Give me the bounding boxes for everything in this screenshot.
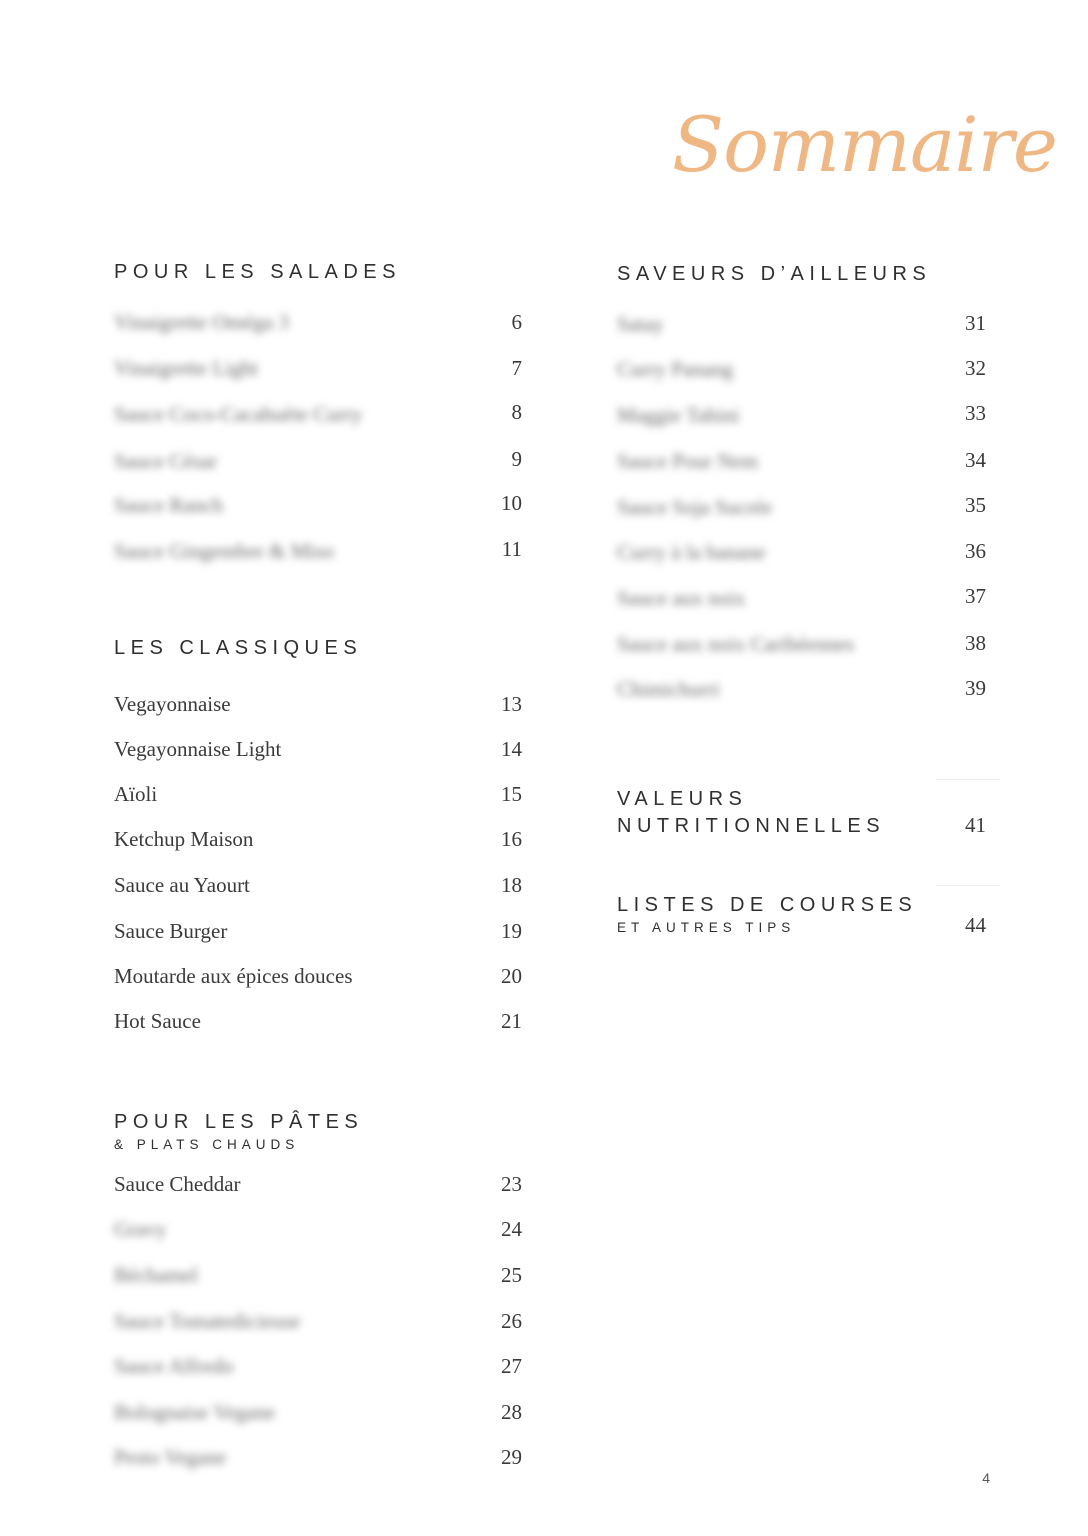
- toc-entry-page: 39: [965, 676, 986, 700]
- section-heading-valeurs-line2: NUTRITIONNELLES: [617, 815, 886, 837]
- toc-entry-page: 28: [501, 1400, 522, 1424]
- divider: [936, 885, 1000, 886]
- toc-entry-label[interactable]: Maggie Tahini: [617, 403, 740, 427]
- toc-entry-page: 10: [501, 491, 522, 515]
- page-number: 4: [982, 1470, 990, 1486]
- section-subheading-pates: & PLATS CHAUDS: [114, 1137, 300, 1152]
- toc-entry-label[interactable]: Aïoli: [114, 782, 158, 806]
- toc-entry-label[interactable]: Sauce aux noix: [617, 586, 746, 610]
- toc-entry-page: 18: [501, 873, 522, 897]
- toc-entry-label[interactable]: Ketchup Maison: [114, 827, 254, 851]
- divider: [936, 779, 1000, 780]
- toc-entry-label[interactable]: Sauce Cheddar: [114, 1172, 241, 1196]
- toc-entry-page: 34: [965, 448, 986, 472]
- toc-entry-label[interactable]: Sauce Coco-Cacahuète Curry: [114, 402, 363, 426]
- toc-entry-page: 44: [965, 913, 986, 937]
- toc-entry-page: 41: [965, 813, 986, 837]
- toc-entry-page: 33: [965, 401, 986, 425]
- toc-entry-page: 20: [501, 964, 522, 988]
- toc-entry-label[interactable]: Sauce Pour Nem: [617, 449, 759, 473]
- toc-entry-page: 29: [501, 1445, 522, 1469]
- toc-entry-page: 36: [965, 539, 986, 563]
- toc-entry-page: 9: [511, 447, 522, 471]
- toc-entry-label[interactable]: Sauce Gingembre & Miso: [114, 539, 334, 563]
- toc-entry-page: 11: [501, 537, 522, 561]
- toc-entry-page: 27: [501, 1354, 522, 1378]
- page-title: Sommaire: [672, 100, 1057, 189]
- toc-entry-label[interactable]: Pesto Vegane: [114, 1445, 227, 1469]
- toc-entry-label[interactable]: Moutarde aux épices douces: [114, 964, 353, 988]
- toc-entry-page: 7: [511, 356, 522, 380]
- toc-entry-label[interactable]: Sauce César: [114, 449, 218, 473]
- toc-entry-label[interactable]: Vinaigrette Light: [114, 356, 258, 380]
- toc-entry-label[interactable]: Sauce au Yaourt: [114, 873, 250, 897]
- section-heading-salades: POUR LES SALADES: [114, 261, 401, 283]
- toc-entry-page: 19: [501, 919, 522, 943]
- toc-entry-page: 14: [501, 737, 522, 761]
- section-heading-listes: LISTES DE COURSES: [617, 894, 918, 916]
- toc-entry-label[interactable]: Curry à la banane: [617, 540, 766, 564]
- toc-entry-page: 35: [965, 493, 986, 517]
- toc-entry-label[interactable]: Sauce Ranch: [114, 493, 224, 517]
- toc-entry-label[interactable]: Sauce Burger: [114, 919, 228, 943]
- toc-entry-page: 16: [501, 827, 522, 851]
- toc-entry-label[interactable]: Sauce Soja Sucrée: [617, 495, 773, 519]
- toc-entry-label[interactable]: Curry Panang: [617, 357, 734, 381]
- toc-entry-page: 8: [511, 400, 522, 424]
- toc-entry-page: 24: [501, 1217, 522, 1241]
- toc-entry-page: 26: [501, 1309, 522, 1333]
- toc-entry-page: 25: [501, 1263, 522, 1287]
- toc-entry-page: 32: [965, 356, 986, 380]
- toc-entry-label[interactable]: Sauce aux noix Caribéennes: [617, 632, 855, 656]
- toc-entry-label[interactable]: Sauce Tomatedicieuse: [114, 1309, 301, 1333]
- toc-entry-page: 31: [965, 311, 986, 335]
- toc-entry-label[interactable]: Vegayonnaise Light: [114, 737, 282, 761]
- section-heading-classiques: LES CLASSIQUES: [114, 637, 363, 659]
- toc-entry-page: 6: [511, 310, 522, 334]
- section-heading-valeurs-line1: VALEURS: [617, 788, 748, 810]
- toc-entry-label[interactable]: Vinaigrette Oméga 3: [114, 310, 289, 334]
- toc-entry-label[interactable]: Sauce Alfredo: [114, 1354, 234, 1378]
- section-subheading-listes: ET AUTRES TIPS: [617, 920, 796, 935]
- section-heading-pates: POUR LES PÂTES: [114, 1111, 364, 1133]
- toc-entry-label[interactable]: Béchamel: [114, 1263, 198, 1287]
- toc-entry-page: 38: [965, 631, 986, 655]
- toc-entry-page: 21: [501, 1009, 522, 1033]
- toc-entry-label[interactable]: Chimichurri: [617, 677, 720, 701]
- toc-entry-label[interactable]: Vegayonnaise: [114, 692, 231, 716]
- toc-entry-page: 13: [501, 692, 522, 716]
- toc-entry-label[interactable]: Hot Sauce: [114, 1009, 201, 1033]
- toc-entry-page: 37: [965, 584, 986, 608]
- toc-entry-label[interactable]: Gravy: [114, 1217, 167, 1241]
- toc-entry-page: 15: [501, 782, 522, 806]
- toc-entry-label[interactable]: Bolognaise Vegane: [114, 1400, 276, 1424]
- toc-entry-page: 23: [501, 1172, 522, 1196]
- toc-entry-label[interactable]: Satay: [617, 312, 664, 336]
- section-heading-ailleurs: SAVEURS D’AILLEURS: [617, 263, 932, 285]
